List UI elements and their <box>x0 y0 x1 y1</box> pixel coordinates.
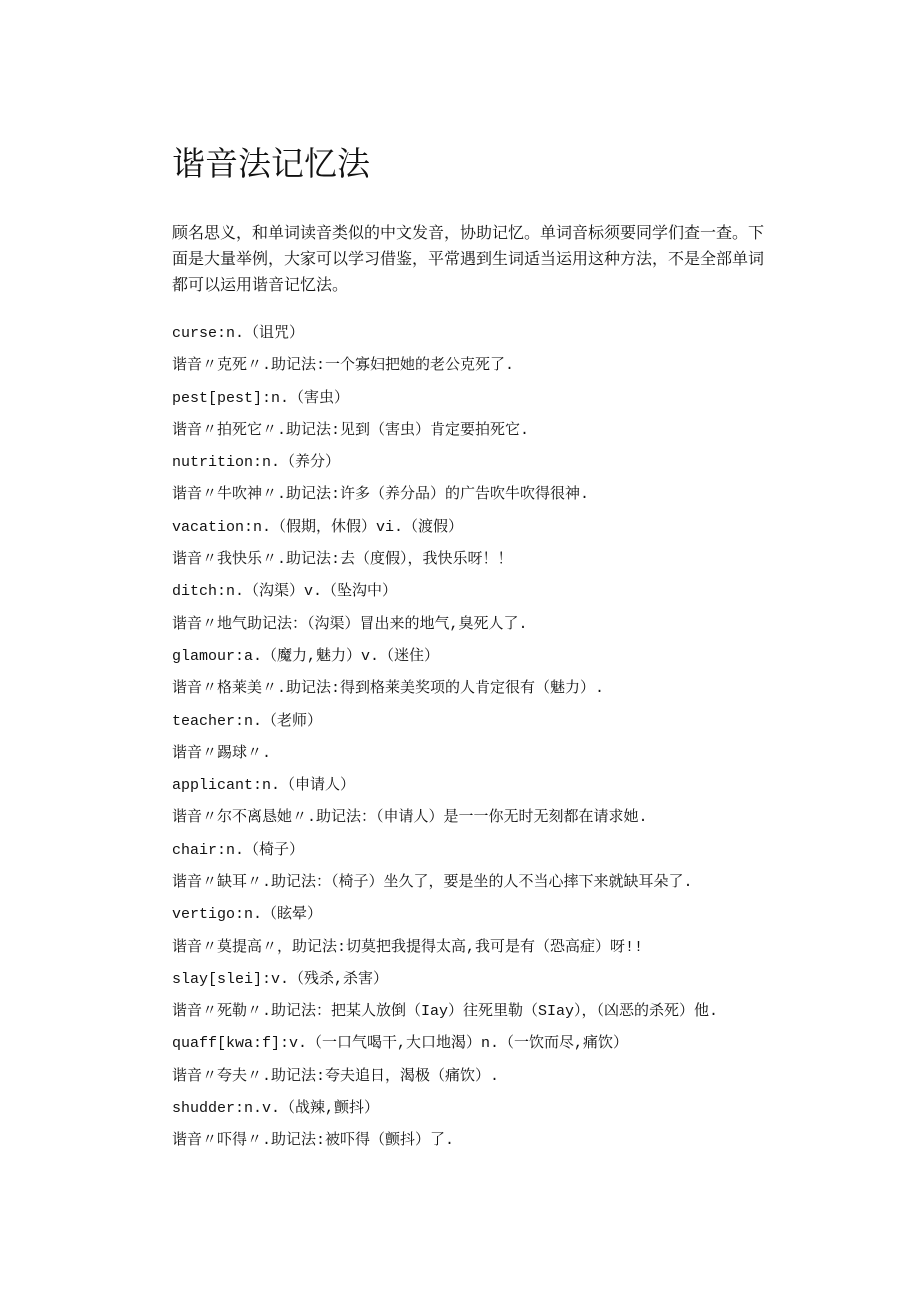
entry-word: shudder:n.v.（战辣,颤抖） <box>172 1099 380 1117</box>
entry-word: vertigo:n.（眩晕） <box>172 906 323 924</box>
entry-word: ditch:n.（沟渠）v.（坠沟中） <box>172 583 398 601</box>
entry-mnemonic: 谐音〃格莱美〃.助记法:得到格莱美奖项的人肯定很有（魅力）. <box>172 680 605 698</box>
entry-word: applicant:n.（申请人） <box>172 777 356 795</box>
page-title: 谐音法记忆法 <box>172 144 370 183</box>
entry-mnemonic: 谐音〃夸夫〃.助记法:夸夫追日，渴极（痛饮）. <box>172 1067 500 1085</box>
entry-word: vacation:n.（假期，休假）vi.（渡假） <box>172 518 464 536</box>
vocabulary-list <box>140 318 780 1157</box>
entry-word: curse:n.（诅咒） <box>172 325 305 342</box>
entry-word: chair:n.（椅子） <box>172 841 305 859</box>
entry-word: teacher:n.（老师） <box>172 712 323 730</box>
entry-word: pest[pest]:n.（害虫） <box>172 389 350 407</box>
entry-mnemonic: 谐音〃克死〃.助记法:一个寡妇把她的老公克死了. <box>172 357 515 375</box>
entry-mnemonic: 谐音〃牛吹神〃.助记法:许多（养分品）的广告吹牛吹得很神. <box>172 486 590 504</box>
intro-paragraph: 顾名思义，和单词读音类似的中文发音，协助记忆。单词音标须要同学们查一查。下面是大量举例，大家可以学习借鉴，平常遇到生词适当运用这种方法，不是全部单词都可以运用谐音记忆法。 <box>172 223 765 294</box>
entry-mnemonic: 谐音〃我快乐〃.助记法:去（度假），我快乐呀！！ <box>172 551 513 569</box>
entry-mnemonic: 谐音〃地气助记法：（沟渠）冒出来的地气,臭死人了. <box>172 615 528 633</box>
entry-word: glamour:a.（魔力,魅力）v.（迷住） <box>172 647 440 665</box>
entry-mnemonic: 谐音〃缺耳〃.助记法：（椅子）坐久了，要是坐的人不当心摔下来就缺耳朵了. <box>172 874 693 892</box>
entry-word: nutrition:n.（养分） <box>172 454 341 472</box>
entry-mnemonic: 谐音〃尔不离恳她〃.助记法：（申请人）是一一你无时无刻都在请求她. <box>172 809 648 827</box>
entry-mnemonic: 谐音〃莫提高〃，助记法:切莫把我提得太高,我可是有（恐高症）呀!! <box>172 938 644 956</box>
entry-mnemonic: 谐音〃拍死它〃.助记法:见到（害虫）肯定要拍死它. <box>172 421 530 439</box>
entry-word: quaff[kwa:f]:v.（一口气喝干,大口地渴）n.（一饮而尽,痛饮） <box>172 1035 629 1053</box>
entry-mnemonic: 谐音〃踢球〃. <box>172 744 272 762</box>
entry-word: slay[slei]:v.（残杀,杀害） <box>172 970 389 988</box>
entry-mnemonic: 谐音〃吓得〃.助记法:被吓得（颤抖）了. <box>172 1132 455 1150</box>
entry-mnemonic: 谐音〃死勒〃.助记法：把某人放倒（Iay）往死里勒（SIay），（凶恶的杀死）他. <box>172 1003 719 1021</box>
